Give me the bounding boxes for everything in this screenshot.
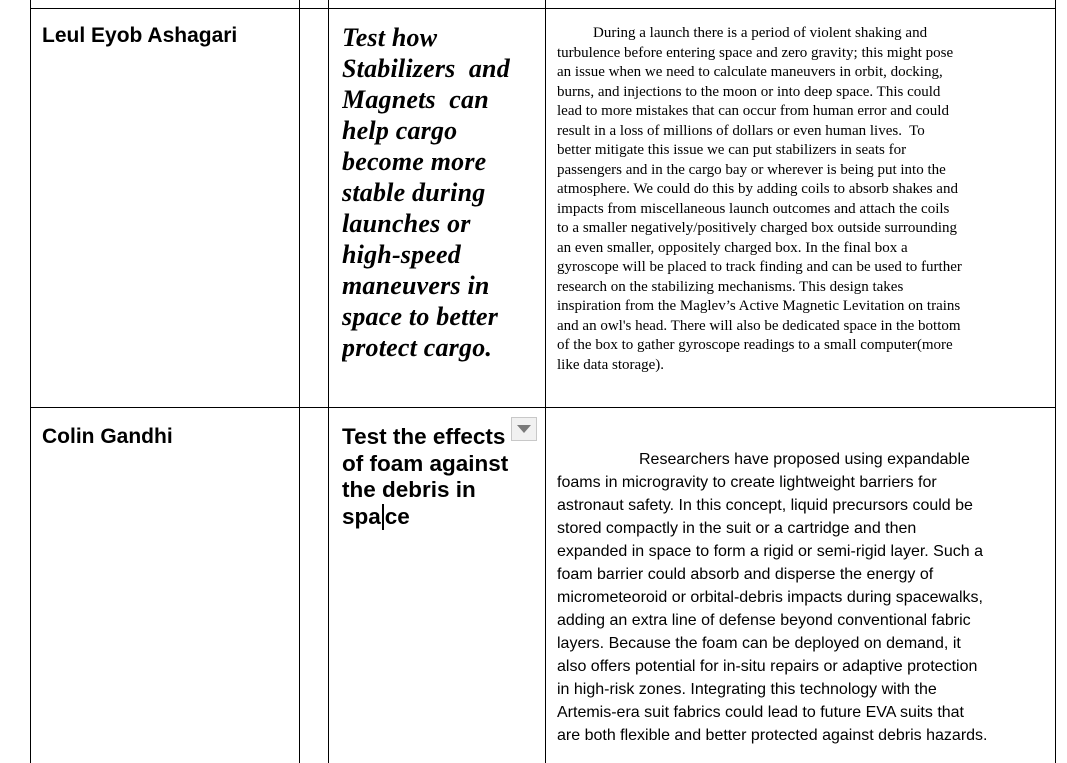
cell-dropdown-button[interactable] [511,417,537,441]
description-line: burns, and injections to the moon or into deep space. This could [557,83,941,100]
table-border-col2 [299,0,300,763]
text-cursor [382,504,384,530]
topic-line: become more [342,147,487,176]
topic-text-before-caret: spa [342,503,381,529]
description-line: result in a loss of millions of dollars or even human lives. To [557,122,925,139]
table-border-col3 [328,0,329,763]
description-line: foam barrier could absorb and disperse the energy of [557,566,934,583]
description-line: foams in microgravity to create lightweight barriers for [557,474,937,491]
description-line: stored compactly in the suit or a cartridge and then [557,520,917,537]
description-line: also offers potential for in-situ repairs or adaptive protection [557,658,978,675]
topic-line: maneuvers in [342,271,490,300]
description-line: passengers and in the cargo bay or wherever is being put into the [557,161,946,178]
description-line: inspiration from the Maglev’s Active Magnetic Levitation on trains [557,298,961,314]
table-cell-name[interactable] [42,424,292,450]
description-line: research on the stabilizing mechanisms. This design takes [557,278,904,295]
topic-line: of foam against [342,450,509,476]
description-line: expanded in space to form a rigid or semi-rigid layer. Such a [557,543,983,560]
description-line: in high-risk zones. Integrating this technology with the [557,681,937,698]
description-line: and an owl's head. There will also be dedicated space in the bottom [557,317,961,334]
table-border-right [1055,0,1056,763]
table-cell-description[interactable] [557,24,1052,375]
description-line: better mitigate this issue we can put stabilizers in seats for [557,142,907,158]
topic-line [342,504,542,531]
chevron-down-icon [517,425,531,433]
topic-line: protect cargo. [342,333,493,362]
description-line: an issue when we need to calculate maneuvers in orbit, docking, [557,64,943,80]
description-line: of the box to gather gyroscope readings to a small computer(more [557,337,953,353]
description-line: layers. Because the foam can be deployed on demand, it [557,635,961,652]
description-line: atmosphere. We could do this by adding coils to absorb shakes and [557,181,958,197]
description-line: impacts from miscellaneous launch outcomes and attach the coils [557,200,950,217]
description-line: adding an extra line of defense beyond conventional fabric [557,612,971,629]
description-line: like data storage). [557,356,665,373]
table-border-row-divider [30,407,1056,408]
table-cell-topic[interactable] [342,22,540,363]
topic-line: Stabilizers and [342,54,510,83]
description-line: Researchers have proposed using expandable [639,451,970,468]
student-name: Leul Eyob Ashagari [42,24,238,47]
description-line: During a launch there is a period of violent shaking and [593,25,928,41]
table-cell-name[interactable] [42,23,292,49]
description-line: an even smaller, oppositely charged box. In the final box a [557,239,908,256]
table-border-top [30,8,1056,9]
table-cell-description[interactable] [557,448,1052,747]
description-line: turbulence before entering space and zero gravity; this might pose [557,44,954,61]
description-line: lead to more mistakes that can occur from human error and could [557,103,949,119]
topic-line: Test how [342,23,438,52]
table-border-col4 [545,0,546,763]
student-name: Colin Gandhi [42,425,173,448]
topic-line: Test the effects [342,424,506,449]
topic-line: high-speed [342,240,461,269]
table-border-left [30,0,31,763]
topic-line: help cargo [342,116,458,145]
description-line: are both flexible and better protected against debris hazards. [557,727,988,744]
topic-line: the debris in [342,477,476,502]
description-line: astronaut safety. In this concept, liquid precursors could be [557,497,973,514]
topic-line: stable during [342,178,486,207]
topic-line: space to better [342,302,499,331]
description-line: gyroscope will be placed to track finding and can be used to further [557,259,962,275]
topic-line: Magnets can [342,85,489,114]
description-line: micrometeoroid or orbital-debris impacts during spacewalks, [557,589,983,606]
description-line: to a smaller negatively/positively charged box outside surrounding [557,220,958,236]
description-line: Artemis-era suit fabrics could lead to future EVA suits that [557,704,964,721]
topic-text-after-caret: ce [384,503,410,529]
topic-line: launches or [342,209,471,238]
